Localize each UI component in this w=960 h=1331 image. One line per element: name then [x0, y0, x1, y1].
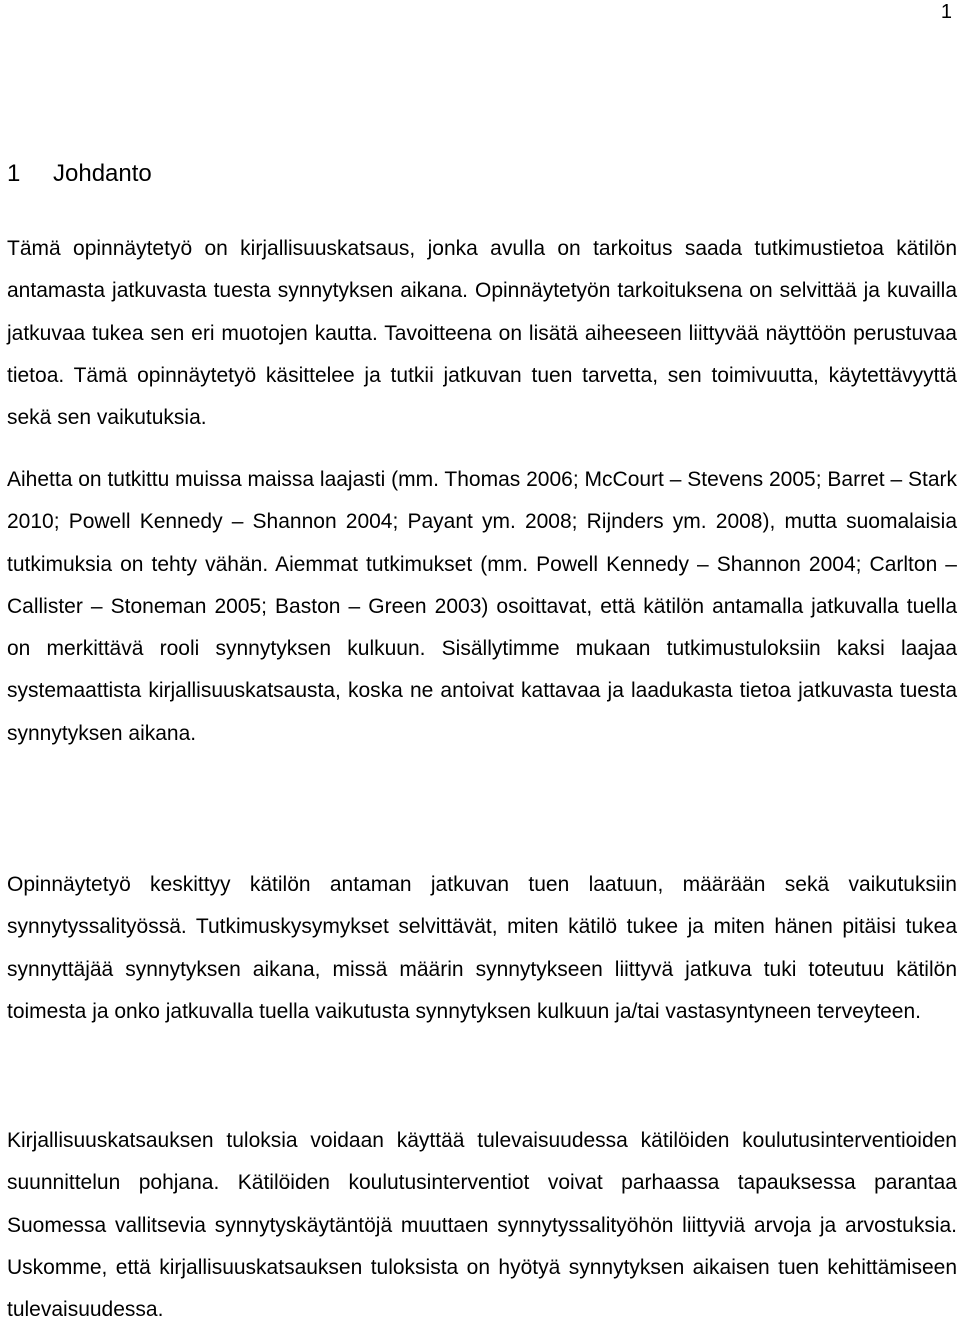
chapter-heading [7, 158, 152, 190]
paragraph-outcomes: Kirjallisuuskatsauksen tuloksia voidaan käyttää tulevaisuudessa kätilöiden koulutusinterventioiden suunnittelun pohjana. Kätilöiden koulutusinterventiot voivat parhaassa tapauksessa parantaa Suomessa vallitsevia synnytyskäytäntöjä muuttaen synnytyssalityöhön liittyviä arvoja ja arvostuksia. Uskomme, että kirjallisuuskatsauksen tuloksista on hyötyä synnytyksen aikaisen tuen kehittämiseen tulevaisuudessa. [7, 1129, 957, 1322]
paragraph-background: Aihetta on tutkittu muissa maissa laajasti (mm. Thomas 2006; McCourt – Stevens 2005; Barret – Stark 2010; Powell Kennedy – Shannon 2004; Payant ym. 2008; Rijnders ym. 2008), mutta suomalaisia tutkimuksia on tehty vähän. Aiemmat tutkimukset (mm. Powell Kennedy – Shannon 2004; Carlton – Callister – Stoneman 2005; Baston – Green 2003) osoittavat, että kätilön antamalla jatkuvalla tuella on merkittävä rooli synnytyksen kulkuun. Sisällytimme mukaan tutkimustuloksiin kaksi laajaa systemaattista kirjallisuuskatsausta, koska ne antoivat kattavaa ja laadukasta tietoa jatkuvasta tuesta synnytyksen aikana. [7, 468, 957, 745]
page-number: 1 [940, 1, 952, 23]
chapter-number: 1 [7, 160, 21, 187]
paragraph-intro: Tämä opinnäytetyö on kirjallisuuskatsaus, jonka avulla on tarkoitus saada tutkimustietoa kätilön antamasta jatkuvasta tuesta synnytyksen aikana. Opinnäytetyön tarkoituksena on selvittää ja kuvailla jatkuvaa tukea sen eri muotojen kautta. Tavoitteena on lisätä aiheeseen liittyvää näyttöön perustuvaa tietoa. Tämä opinnäytetyö käsittelee ja tutkii jatkuvan tuen tarvetta, sen toimivuutta, käytettävyyttä sekä sen vaikutuksia. [7, 237, 957, 430]
chapter-title: Johdanto [53, 160, 152, 187]
paragraph-focus: Opinnäytetyö keskittyy kätilön antaman jatkuvan tuen laatuun, määrään sekä vaikutuksiin synnytyssalityössä. Tutkimuskysymykset selvittävät, miten kätilö tukee ja miten hänen pitäisi tukea synnyttäjää synnytyksen aikana, missä määrin synnytykseen liittyvä jatkuva tuki toteutuu kätilön toimesta ja onko jatkuvalla tuella vaikutusta synnytyksen kulkuun ja/tai vastasyntyneen terveyteen. [7, 873, 957, 1023]
